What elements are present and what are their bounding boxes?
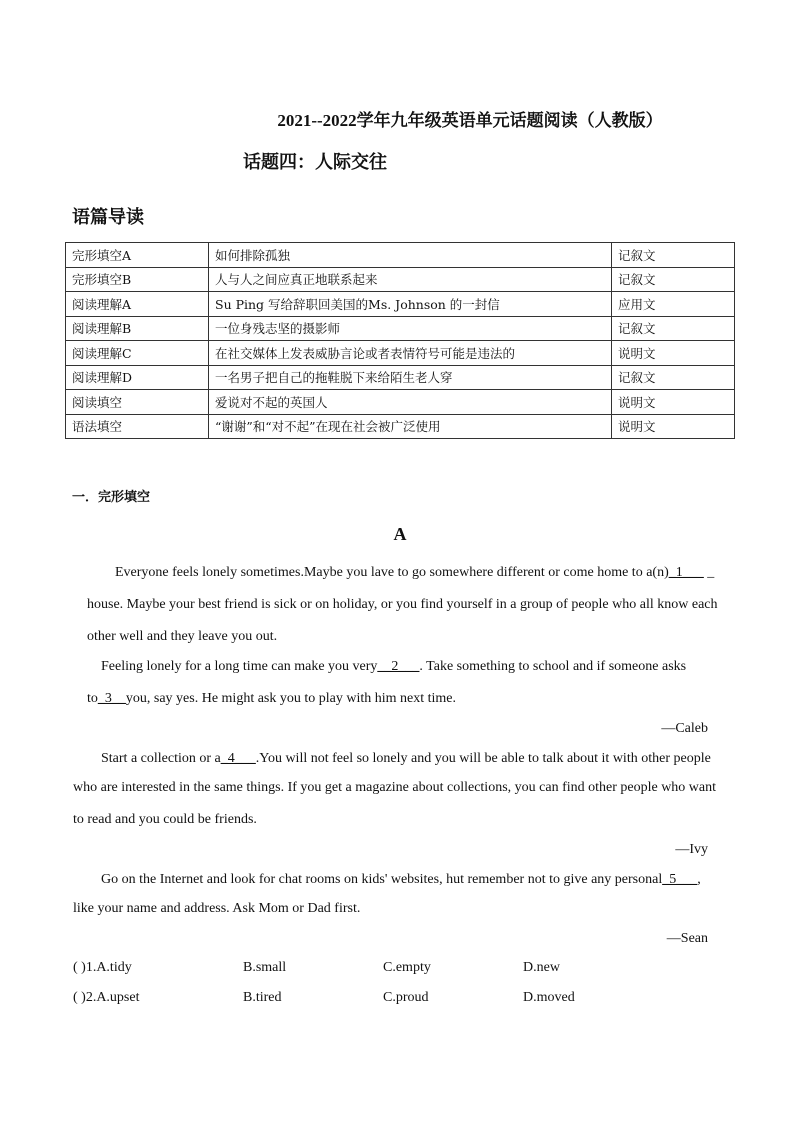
guide-cell-summary: 如何排除孤独 <box>209 243 612 268</box>
guide-cell-type: 阅读理解D <box>66 365 209 390</box>
guide-cell-genre: 记叙文 <box>612 267 735 292</box>
question-1-option-c: C.empty <box>383 960 431 975</box>
guide-table <box>65 242 735 439</box>
paragraph-3-line-2: who are interested in the same things. If you get a magazine about collections, you can find other people who want <box>73 780 717 795</box>
guide-row <box>66 341 735 366</box>
question-1-option-d: D.new <box>523 960 560 975</box>
topic-title: 话题四：人际交往 <box>243 152 387 172</box>
blank-2: __2___ <box>377 659 420 674</box>
guide-cell-summary: 在社交媒体上发表威胁言论或者表情符号可能是违法的 <box>209 341 612 366</box>
text: _ <box>703 565 715 580</box>
guide-cell-type: 阅读理解A <box>66 292 209 317</box>
paragraph-4-line-1 <box>101 872 701 888</box>
blank-1: _1___ <box>668 565 704 580</box>
guide-cell-type: 完形填空B <box>66 267 209 292</box>
guide-heading: 语篇导读 <box>72 207 144 228</box>
question-2-option-d: D.moved <box>523 990 575 1005</box>
guide-cell-genre: 记叙文 <box>612 243 735 268</box>
text: , <box>697 872 701 887</box>
document-title: 2021--2022学年九年级英语单元话题阅读（人教版） <box>277 111 663 130</box>
paragraph-3-line-3: to read and you could be friends. <box>73 812 257 827</box>
text: Go on the Internet and look for chat rooms on kids' websites, hut remember not to give any personal <box>101 872 663 887</box>
guide-cell-genre: 记叙文 <box>612 365 735 390</box>
guide-cell-summary: 人与人之间应真正地联系起来 <box>209 267 612 292</box>
guide-cell-type: 阅读填空 <box>66 390 209 415</box>
text: Feeling lonely for a long time can make you very <box>101 659 378 674</box>
text: Everyone feels lonely sometimes.Maybe you lave to go somewhere different or come home to a(n) <box>115 565 669 580</box>
text: you, say yes. He might ask you to play with him next time. <box>125 691 457 706</box>
guide-row <box>66 267 735 292</box>
question-2-option-b: B.tired <box>243 990 282 1005</box>
signature-ivy: —Ivy <box>675 842 708 857</box>
guide-cell-summary: “谢谢”和“对不起”在现在社会被广泛使用 <box>209 414 612 439</box>
blank-3: _3__ <box>97 691 126 706</box>
guide-row <box>66 365 735 390</box>
signature-caleb: —Caleb <box>661 721 708 736</box>
passage-letter: A <box>393 524 407 544</box>
question-1-option-b: B.small <box>243 960 287 975</box>
text: .You will not feel so lonely and you will be able to talk about it with other people <box>255 751 711 766</box>
guide-cell-type: 语法填空 <box>66 414 209 439</box>
paragraph-3-line-1 <box>101 751 711 767</box>
text: to <box>87 691 98 706</box>
guide-row <box>66 414 735 439</box>
paragraph-2-line-1 <box>101 659 686 675</box>
section-heading: 一．完形填空 <box>72 490 151 505</box>
guide-cell-genre: 说明文 <box>612 390 735 415</box>
question-2-option-c: C.proud <box>383 990 429 1005</box>
guide-row <box>66 390 735 415</box>
guide-cell-summary: 一位身残志坚的摄影师 <box>209 316 612 341</box>
question-2-stem: ( )2.A.upset <box>73 990 140 1005</box>
guide-cell-type: 阅读理解C <box>66 341 209 366</box>
guide-row <box>66 243 735 268</box>
guide-row <box>66 316 735 341</box>
paragraph-1-line-2: house. Maybe your best friend is sick or on holiday, or you find yourself in a group of people who all know each <box>87 597 718 612</box>
blank-5: _5___ <box>662 872 698 887</box>
blank-4: _4___ <box>220 751 256 766</box>
question-1-stem: ( )1.A.tidy <box>73 960 132 975</box>
text: Start a collection or a <box>101 751 221 766</box>
guide-cell-type: 阅读理解B <box>66 316 209 341</box>
paragraph-1-line-3: other well and they leave you out. <box>87 629 278 644</box>
guide-cell-genre: 应用文 <box>612 292 735 317</box>
guide-cell-genre: 说明文 <box>612 414 735 439</box>
signature-sean: —Sean <box>666 931 708 946</box>
guide-cell-genre: 记叙文 <box>612 316 735 341</box>
text: . Take something to school and if someone asks <box>419 659 687 674</box>
paragraph-1-line-1 <box>115 565 714 581</box>
paragraph-2-line-2 <box>87 691 456 707</box>
guide-cell-summary: Su Ping 写给辞职回美国的Ms. Johnson 的一封信 <box>209 292 612 317</box>
guide-cell-summary: 爱说对不起的英国人 <box>209 390 612 415</box>
guide-cell-genre: 说明文 <box>612 341 735 366</box>
paragraph-4-line-2: like your name and address. Ask Mom or Dad first. <box>73 901 361 916</box>
guide-row <box>66 292 735 317</box>
guide-cell-type: 完形填空A <box>66 243 209 268</box>
guide-cell-summary: 一名男子把自己的拖鞋脱下来给陌生老人穿 <box>209 365 612 390</box>
